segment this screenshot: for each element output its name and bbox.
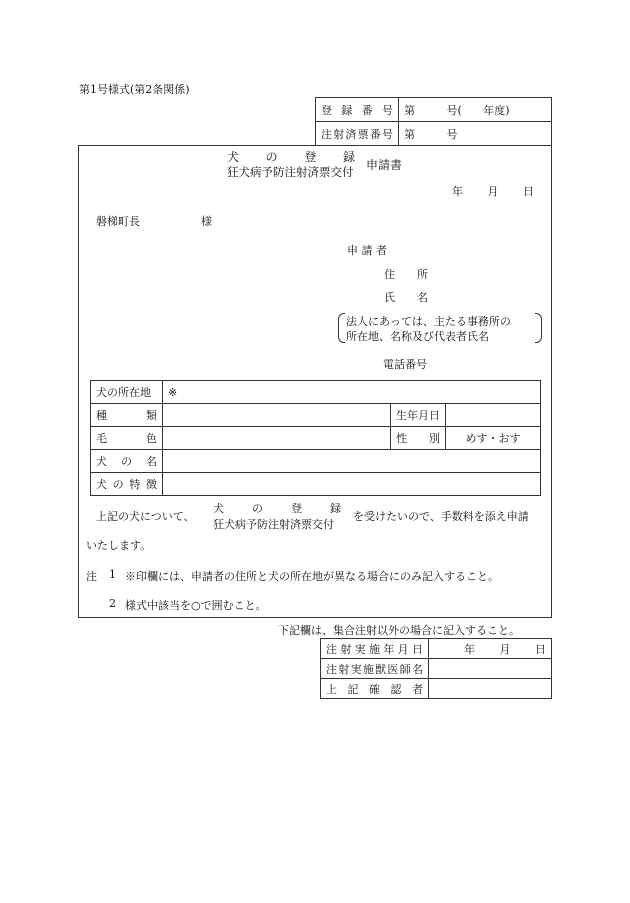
- title-word: 犬: [227, 150, 240, 164]
- note2-text: 様式中該当を○で囲むこと。: [125, 599, 267, 612]
- injection-day: 日: [535, 642, 546, 656]
- application-date: [452, 183, 534, 199]
- title-word: 録: [342, 150, 355, 164]
- injection-record-table: [320, 638, 552, 699]
- request-prefix: 上記の犬について、: [96, 510, 195, 523]
- corporate-note-line1: 法人にあっては、主たる事務所の: [346, 315, 511, 328]
- addressee-honorific: 様: [201, 215, 212, 228]
- color-field[interactable]: [163, 427, 391, 450]
- vet-name-label: 注射実施獣医師名: [321, 659, 429, 679]
- dog-info-table: [90, 380, 541, 496]
- form-title: 第1号様式(第2条関係): [79, 83, 190, 96]
- registration-table: [315, 97, 552, 146]
- injection-month: 月: [499, 642, 511, 656]
- applicant-heading: 申 請 者: [347, 244, 387, 257]
- notes-heading: 注: [86, 570, 97, 583]
- injection-date-field[interactable]: [429, 639, 552, 659]
- dog-features-field[interactable]: [163, 473, 541, 496]
- sex-label: 性 別: [391, 427, 446, 450]
- request-title-registration: [213, 500, 341, 516]
- dog-name-label: 犬 の 名: [91, 450, 163, 473]
- corporate-note-line2: 所在地、名称及び代表者氏名: [346, 330, 489, 343]
- request-title-word: 登: [291, 502, 302, 515]
- date-day: 日: [523, 185, 534, 198]
- title-word: の: [265, 150, 278, 164]
- color-label: 毛 色: [91, 427, 163, 450]
- certificate-prefix: 第: [404, 127, 415, 141]
- vet-name-field[interactable]: [429, 659, 552, 679]
- request-line2: いたします。: [86, 539, 152, 552]
- breed-label: 種 類: [91, 404, 163, 427]
- confirmer-field[interactable]: [429, 679, 552, 699]
- request-title-word: 録: [330, 502, 341, 515]
- note1-number: 1: [109, 568, 116, 581]
- title-registration: [227, 148, 355, 165]
- request-title-word: の: [252, 502, 263, 515]
- dog-location-mark: ※: [168, 385, 178, 399]
- title-vaccination: 狂犬病予防注射済票交付: [227, 165, 354, 179]
- certificate-suffix: 号: [446, 127, 458, 141]
- phone-label: 電話番号: [383, 358, 427, 371]
- note2-number: 2: [109, 597, 116, 610]
- confirmer-label: 上 記 確 認 者: [321, 679, 429, 699]
- note1-text: ※印欄には、申請者の住所と犬の所在地が異なる場合にのみ記入すること。: [125, 570, 499, 583]
- breed-field[interactable]: [163, 404, 391, 427]
- sex-options[interactable]: めす・おす: [446, 427, 541, 450]
- dog-location-field[interactable]: [163, 381, 541, 404]
- registration-suffix: 号(: [446, 103, 462, 117]
- injection-year: 年: [464, 642, 475, 656]
- birthdate-field[interactable]: [446, 404, 541, 427]
- registration-number-label: 登 録 番 号: [316, 98, 399, 122]
- name-label: 氏 名: [384, 291, 428, 304]
- title-suffix: 申請書: [366, 158, 403, 172]
- dog-features-label: 犬 の 特 徴: [91, 473, 163, 496]
- injection-date-units: [434, 641, 546, 657]
- address-label: 住 所: [384, 268, 428, 281]
- request-title-word: 犬: [213, 502, 224, 515]
- request-title-vaccination: 狂犬病予防注射済票交付: [213, 518, 334, 531]
- dog-location-label: 犬の所在地: [91, 381, 163, 404]
- injection-date-label: 注射実施年月日: [321, 639, 429, 659]
- certificate-number-field[interactable]: [399, 122, 552, 146]
- dog-name-field[interactable]: [163, 450, 541, 473]
- registration-year: 年度): [483, 103, 510, 117]
- certificate-number-label: 注射済票番号: [316, 122, 399, 146]
- date-month: 月: [487, 185, 499, 198]
- title-word: 登: [304, 150, 317, 164]
- addressee: 磐梯町長: [96, 215, 140, 228]
- note-bracket-left: [338, 313, 345, 343]
- date-year: 年: [452, 185, 463, 198]
- note-bracket-right: [535, 313, 542, 343]
- request-suffix: を受けたいので、手数料を添え申請: [353, 510, 529, 523]
- birthdate-label: 生年月日: [391, 404, 446, 427]
- bottom-instruction: 下記欄は、集合注射以外の場合に記入すること。: [278, 624, 520, 637]
- registration-prefix: 第: [404, 103, 415, 117]
- registration-number-field[interactable]: [399, 98, 552, 122]
